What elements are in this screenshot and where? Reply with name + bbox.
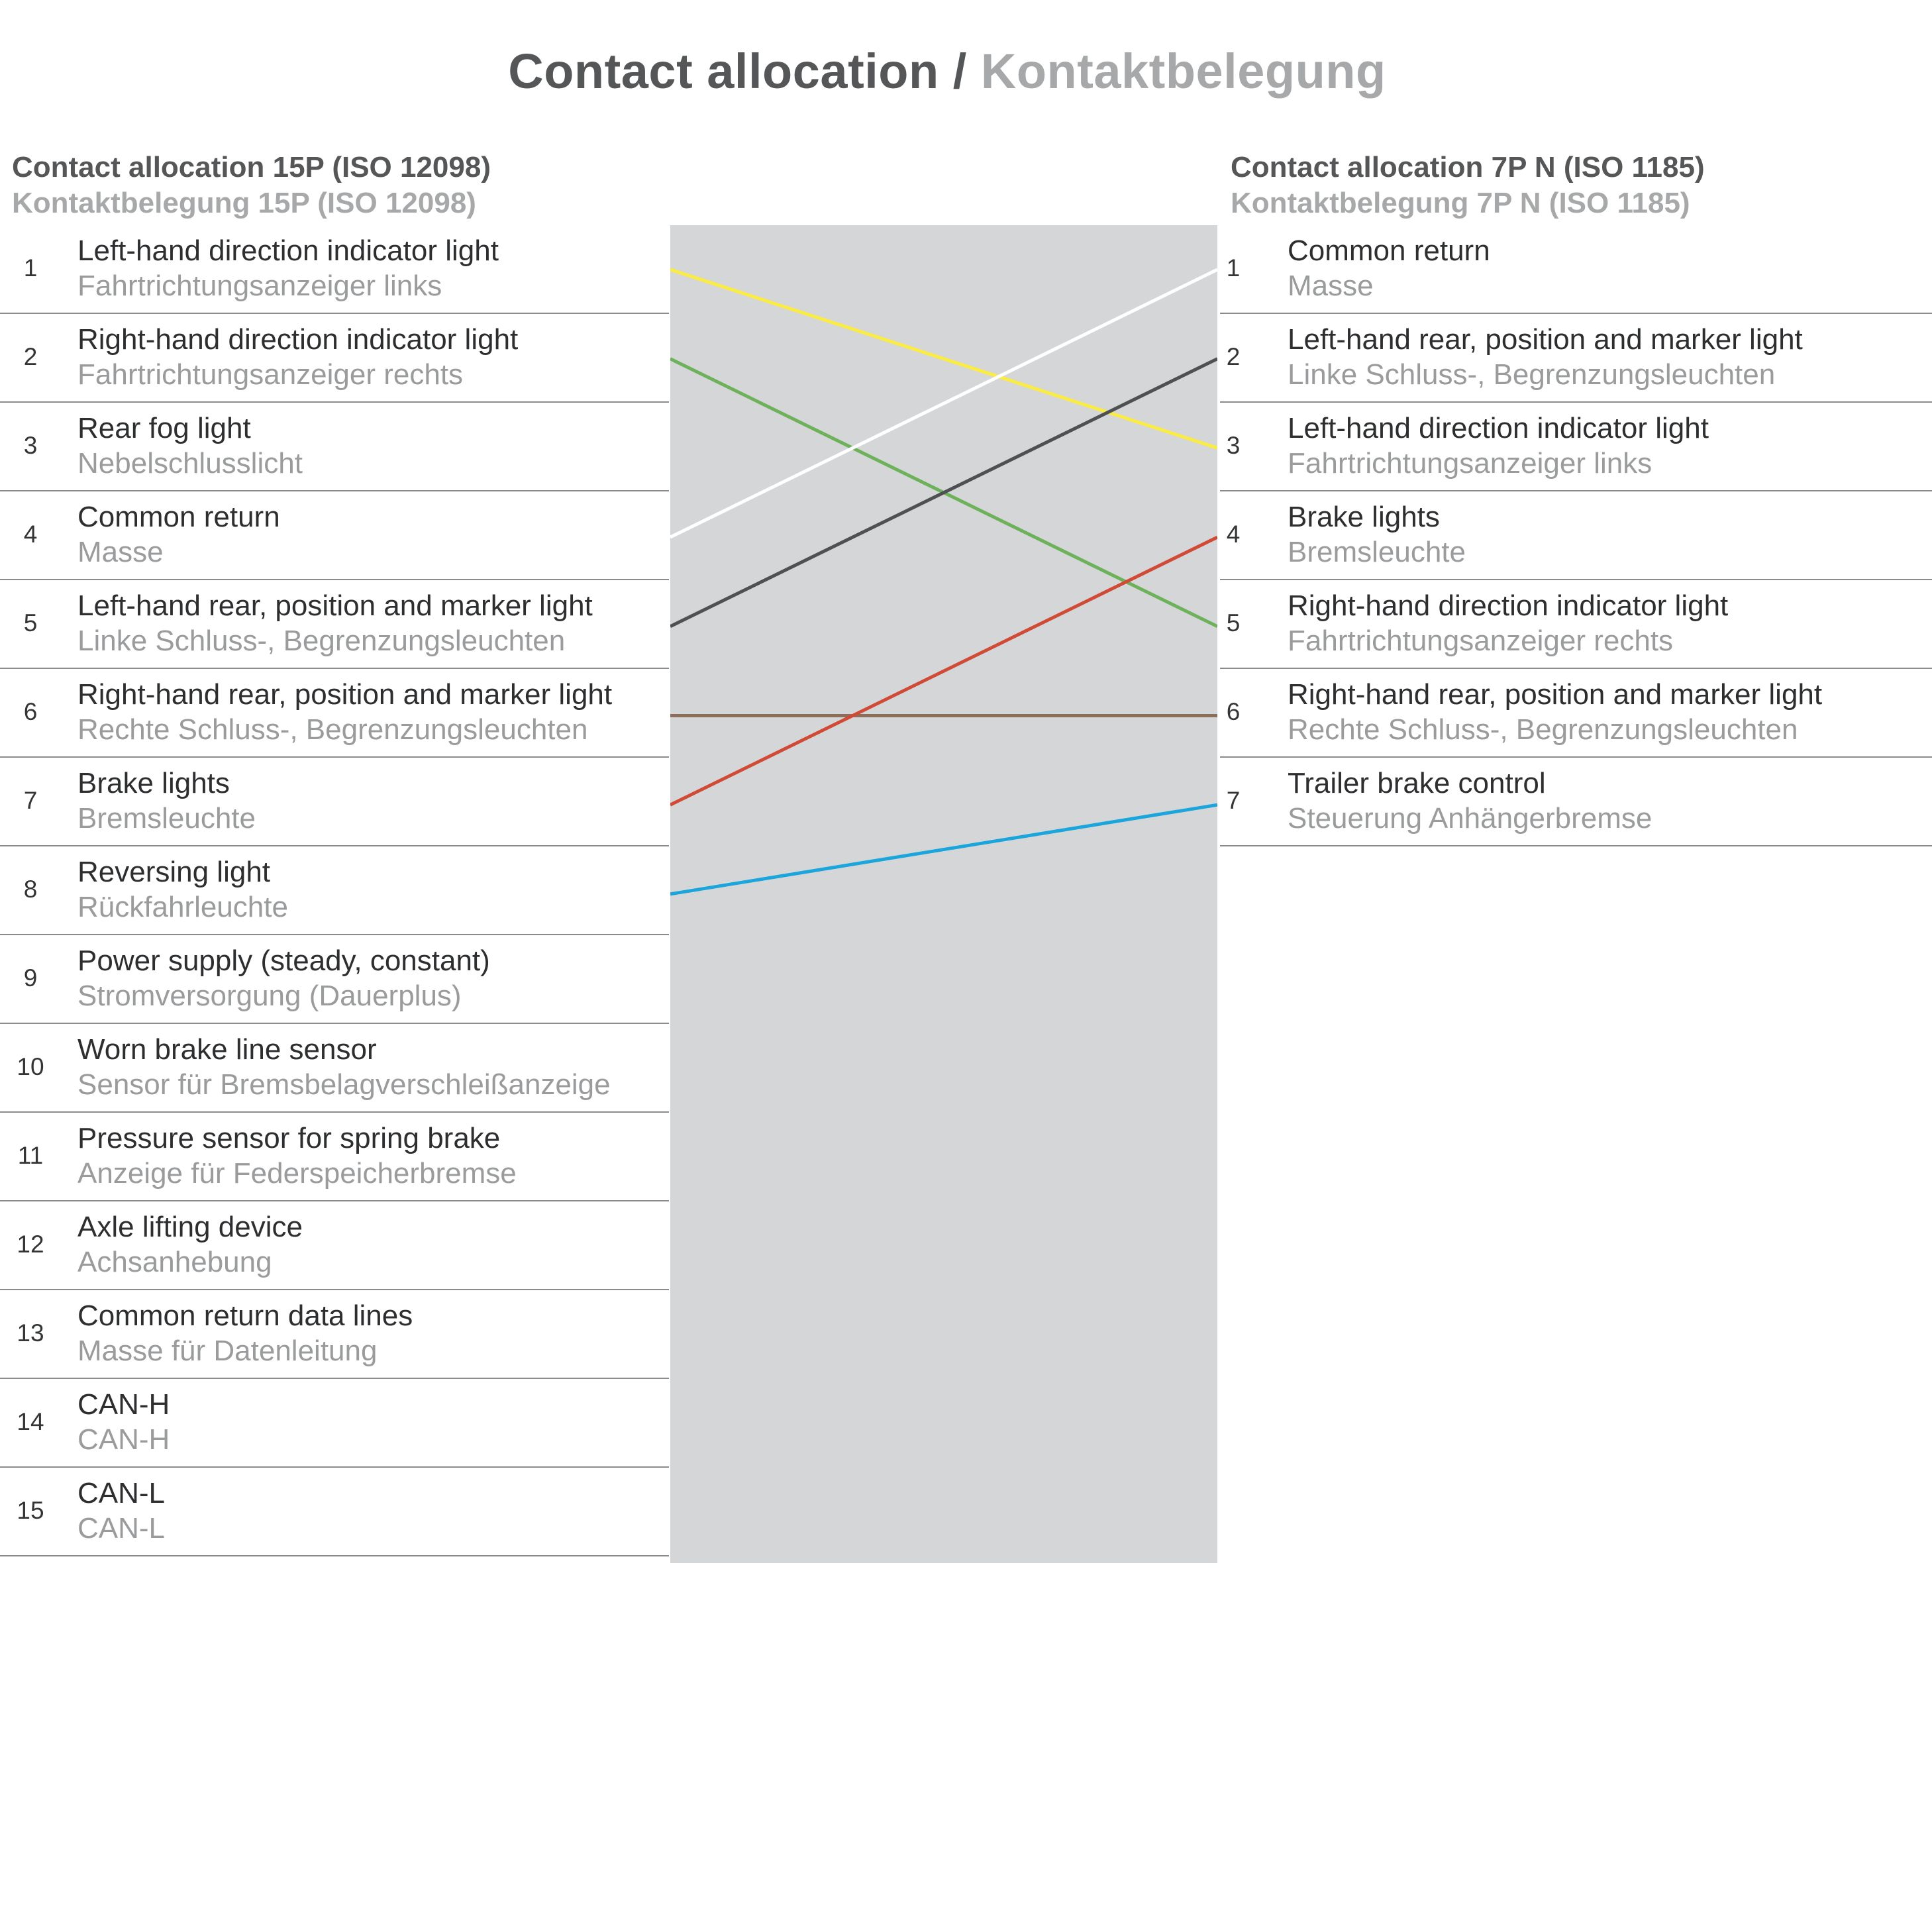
contact-label-de: Steuerung Anhängerbremse xyxy=(1288,802,1652,835)
right-contact-row xyxy=(1220,314,1932,403)
contact-number: 4 xyxy=(1226,521,1241,548)
left-contact-row xyxy=(0,1024,669,1113)
contact-label-en: Left-hand rear, position and marker light xyxy=(1288,323,1803,356)
contact-label-en: Pressure sensor for spring brake xyxy=(77,1122,501,1154)
page-title xyxy=(0,38,1894,105)
contact-number: 1 xyxy=(1226,254,1241,281)
contact-label-en: Rear fog light xyxy=(77,412,251,444)
left-contact-row xyxy=(0,403,669,491)
left-heading-de: Kontaktbelegung 15P (ISO 12098) xyxy=(12,187,476,219)
contact-label-en: Common return xyxy=(1288,234,1490,267)
contact-label-en: Common return data lines xyxy=(77,1299,413,1332)
contact-label-de: Fahrtrichtungsanzeiger rechts xyxy=(77,358,464,391)
contact-label-de: CAN-H xyxy=(77,1423,170,1456)
contact-label-de: Masse für Datenleitung xyxy=(77,1335,378,1367)
contact-label-de: Fahrtrichtungsanzeiger links xyxy=(77,270,442,302)
contact-number: 7 xyxy=(23,787,38,814)
contact-number: 6 xyxy=(23,698,38,725)
left-contact-row xyxy=(0,1201,669,1290)
contact-number: 2 xyxy=(23,343,38,370)
right-contact-row xyxy=(1220,225,1932,314)
contact-label-de: Sensor für Bremsbelagverschleißanzeige xyxy=(77,1068,611,1101)
contact-number: 14 xyxy=(17,1408,44,1435)
left-contact-row xyxy=(0,1290,669,1379)
title-de: Kontaktbelegung xyxy=(980,44,1386,99)
left-contact-row xyxy=(0,1379,669,1468)
contact-label-en: Right-hand rear, position and marker light xyxy=(1288,678,1823,711)
contact-label-en: Left-hand direction indicator light xyxy=(1288,412,1709,444)
contact-label-de: Fahrtrichtungsanzeiger links xyxy=(1288,447,1652,480)
right-contact-row xyxy=(1220,669,1932,758)
contact-label-en: Right-hand rear, position and marker light xyxy=(77,678,613,711)
left-contact-list xyxy=(0,225,669,1556)
left-contact-row xyxy=(0,314,669,403)
contact-label-de: Rechte Schluss-, Begrenzungsleuchten xyxy=(1288,713,1798,746)
contact-number: 13 xyxy=(17,1319,44,1347)
contact-number: 9 xyxy=(23,964,38,991)
contact-label-de: Nebelschlusslicht xyxy=(77,447,303,480)
right-section-heading xyxy=(1231,150,1705,221)
contact-number: 7 xyxy=(1226,787,1241,814)
right-heading-en: Contact allocation 7P N (ISO 1185) xyxy=(1231,151,1705,183)
wiring-panel xyxy=(670,225,1217,1563)
contact-label-en: Axle lifting device xyxy=(77,1211,303,1243)
left-contact-row xyxy=(0,225,669,314)
contact-number: 12 xyxy=(17,1231,44,1258)
wiring-diagram xyxy=(670,225,1217,1563)
left-contact-row xyxy=(0,846,669,935)
contact-label-de: Rückfahrleuchte xyxy=(77,891,288,923)
contact-label-en: Brake lights xyxy=(1288,501,1440,533)
contact-number: 3 xyxy=(1226,432,1241,459)
contact-label-en: Left-hand direction indicator light xyxy=(77,234,499,267)
right-contact-list xyxy=(1220,225,1932,846)
left-contact-row xyxy=(0,758,669,846)
contact-number: 4 xyxy=(23,521,38,548)
contact-number: 5 xyxy=(1226,609,1241,636)
contact-label-en: Common return xyxy=(77,501,280,533)
left-contact-row xyxy=(0,580,669,669)
contact-label-en: Left-hand rear, position and marker light xyxy=(77,589,593,622)
contact-number: 3 xyxy=(23,432,38,459)
contact-number: 1 xyxy=(23,254,38,281)
contact-number: 15 xyxy=(17,1497,44,1524)
contact-label-de: Bremsleuchte xyxy=(77,802,256,835)
contact-label-de: Masse xyxy=(77,536,164,568)
contact-label-en: Trailer brake control xyxy=(1288,767,1546,799)
left-contact-row xyxy=(0,1468,669,1556)
contact-label-de: Linke Schluss-, Begrenzungsleuchten xyxy=(77,625,566,657)
contact-label-en: Worn brake line sensor xyxy=(77,1033,377,1066)
left-contact-row xyxy=(0,935,669,1024)
contact-number: 10 xyxy=(17,1053,44,1080)
right-contact-row xyxy=(1220,580,1932,669)
title-en: Contact allocation xyxy=(508,44,939,99)
contact-number: 2 xyxy=(1226,343,1241,370)
right-heading-de: Kontaktbelegung 7P N (ISO 1185) xyxy=(1231,187,1690,219)
right-contact-row xyxy=(1220,758,1932,846)
contact-label-de: Linke Schluss-, Begrenzungsleuchten xyxy=(1288,358,1776,391)
contact-label-de: Anzeige für Federspeicherbremse xyxy=(77,1157,517,1190)
contact-label-en: Brake lights xyxy=(77,767,230,799)
left-heading-en: Contact allocation 15P (ISO 12098) xyxy=(12,151,491,183)
contact-number: 8 xyxy=(23,876,38,903)
contact-label-de: Achsanhebung xyxy=(77,1246,272,1278)
contact-label-de: Stromversorgung (Dauerplus) xyxy=(77,980,462,1012)
contact-number: 6 xyxy=(1226,698,1241,725)
contact-label-en: Reversing light xyxy=(77,856,271,888)
contact-label-de: Rechte Schluss-, Begrenzungsleuchten xyxy=(77,713,588,746)
left-contact-row xyxy=(0,669,669,758)
contact-label-de: Fahrtrichtungsanzeiger rechts xyxy=(1288,625,1674,657)
contact-label-en: CAN-H xyxy=(77,1388,170,1421)
left-contact-row xyxy=(0,491,669,580)
right-contact-row xyxy=(1220,491,1932,580)
left-section-heading xyxy=(12,150,491,221)
contact-label-en: Right-hand direction indicator light xyxy=(1288,589,1729,622)
contact-label-en: CAN-L xyxy=(77,1477,166,1509)
title-separator: / xyxy=(952,44,967,99)
contact-label-en: Right-hand direction indicator light xyxy=(77,323,519,356)
contact-label-de: CAN-L xyxy=(77,1512,166,1545)
contact-number: 5 xyxy=(23,609,38,636)
contact-label-de: Bremsleuchte xyxy=(1288,536,1466,568)
contact-number: 11 xyxy=(17,1142,44,1169)
right-contact-row xyxy=(1220,403,1932,491)
contact-label-de: Masse xyxy=(1288,270,1374,302)
contact-label-en: Power supply (steady, constant) xyxy=(77,944,490,977)
left-contact-row xyxy=(0,1113,669,1201)
